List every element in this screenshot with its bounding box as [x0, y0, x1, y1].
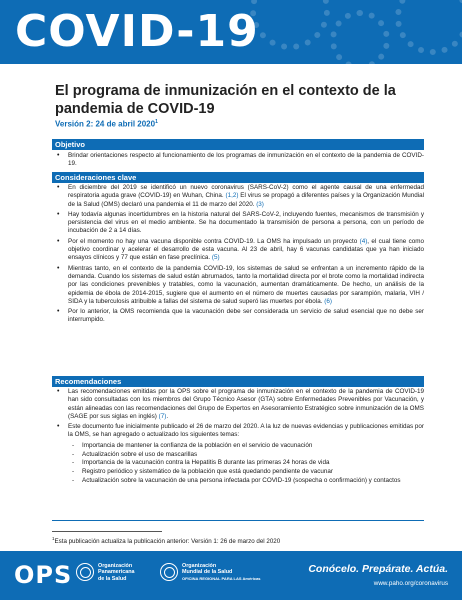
sub-list-item: - Importancia de la vacunación contra la Hepatitis B durante las primeras 24 horas de vida: [52, 459, 424, 467]
who-emblem-icon: [160, 563, 178, 581]
reference-link[interactable]: (3): [256, 200, 264, 208]
item-text: , el cual tiene como objetivo coordinar y acelerar el desarrollo de esta vacuna. Al 23 de abril, hay 6 vacunas candidatas que ya han iniciado ensayos clínicos y 77 que están en fase preclínica.: [68, 237, 424, 262]
covid-banner: [0, 0, 462, 64]
virus-pattern-decoration: [250, 0, 330, 50]
org-name-line: de la Salud: [98, 575, 127, 582]
document-title: El programa de inmunización en el contexto de la pandemia de COVID-19: [55, 83, 396, 117]
ops-logo: OPS: [14, 561, 73, 589]
list-item: [52, 308, 424, 325]
item-text: Por el momento no hay una vacuna disponible contra COVID-19. La OMS ha impulsado un proyecto: [68, 237, 358, 245]
footnote-rule: [52, 531, 162, 532]
virus-pattern-decoration: [395, 0, 462, 55]
objetivo-list: [52, 152, 424, 171]
org-name-line: Mundial de la Salud: [182, 569, 233, 576]
section-divider: [52, 520, 424, 521]
reference-link[interactable]: (6): [324, 297, 332, 305]
list-item: • Las recomendaciones emitidas por la OPS sobre el programa de inmunización en el contexto de la pandemia de COVID-19 han sido consultadas con los miembros del Grupo Técnico Asesor (GTA) sobre Enfermedades Prevenibles por Vacunación, y están alineadas con las recomendaciones del Grupo de Expertos en Asesoramiento Estratégico sobre inmunización de la OMS (SAGE por sus siglas en inglés) (7).: [52, 388, 424, 421]
org-name-line: Organización: [98, 563, 133, 569]
footnote-text: Esta publicación actualiza la publicación anterior: Versión 1: 26 de marzo del 2020: [54, 538, 281, 546]
sub-list-item: - Importancia de mantener la confianza de la población en el servicio de vacunación: [52, 442, 424, 450]
slogan: Conócelo. Prepárate. Actúa.: [308, 563, 448, 575]
reference-link[interactable]: (1,2): [225, 192, 239, 200]
section-heading-recomendaciones: Recomendaciones: [52, 376, 424, 387]
document-version: [55, 119, 158, 129]
section-heading-consideraciones: Consideraciones clave: [52, 172, 424, 183]
list-item: [52, 238, 424, 263]
section-heading-objetivo: Objetivo: [52, 139, 424, 150]
item-text: Hay todavía algunas incertidumbres en la historia natural del SARS-CoV-2, incluyendo fuentes, mecanismos de transmisión y persistencia del virus en el medio ambiente. Se ha documentado la transmisión de persona a persona, con un período de incubación de 2 a 14 días.: [68, 210, 424, 235]
paho-name: [98, 563, 135, 582]
item-text: Las recomendaciones emitidas por la OPS sobre el programa de inmunización en el contexto de la pandemia de COVID-19 han sido consultadas con los miembros del Grupo Técnico Asesor (GTA) sobre Enfermedades Prevenibles por Vacunación, y están alineadas con las recomendaciones del Grupo de Expertos en Asesoramiento Estratégico sobre inmunización de la OMS (SAGE por sus siglas en inglés): [68, 388, 424, 420]
version-text: Versión 2: 24 de abril 2020: [55, 119, 156, 129]
footer: [0, 551, 462, 600]
list-item: [52, 265, 424, 306]
item-text: El virus se propagó a diferentes países y la Organización Mundial de la Salud (OMS) declaró una pandemia el 11 de marzo del 2020.: [68, 192, 425, 208]
reference-link[interactable]: (7): [158, 412, 167, 420]
sub-list-item: - Actualización sobre la vacunación de una persona infectada por COVID-19 (sospecha o confirmación) y contactos: [52, 477, 424, 485]
item-text: Mientras tanto, en el contexto de la pandemia COVID-19, los sistemas de salud se enfrentan a un incremento rápido de la demanda. Cuando los sistemas de salud están abrumados, tanto la mortalidad directa por el brote como la mortalidad indirecta por las condiciones prevenibles y tratables, como la vacunación, aumentan dramáticamente. De hecho, un análisis de la epidemia de ébola de 2014-2015, sugiere que el aumento en el número de muertes causadas por sarampión, malaria, VIH / SIDA y la tuberculosis atribuible a fallas del sistema de salud superó las muertes por ébola.: [68, 264, 424, 305]
item-text: Por lo anterior, la OMS recomienda que la vacunación debe ser considerada un servicio de salud esencial que no debe ser interrumpido.: [68, 308, 424, 324]
website-link[interactable]: www.paho.org/coronavirus: [373, 580, 448, 587]
list-item: • Este documento fue inicialmente publicado el 26 de marzo del 2020. A la luz de nuevas evidencias y publicaciones emitidas por la OMS, se han agregado o actualizado los siguientes temas:: [52, 423, 424, 440]
item-text: En diciembre del 2019 se identificó un nuevo coronavirus (SARS-CoV-2) como el agente causal de una enfermedad respiratoria aguda grave (COVID-19) en Wuhan, China.: [68, 184, 424, 200]
reference-link[interactable]: (5): [211, 254, 220, 262]
footnote: [52, 536, 280, 545]
consideraciones-list: [52, 184, 424, 327]
list-item: [52, 211, 424, 236]
list-item: [52, 184, 424, 209]
sub-list-item: - Actualización sobre el uso de mascarillas: [52, 451, 424, 459]
virus-pattern-decoration: [330, 10, 390, 64]
reference-link[interactable]: (4): [359, 237, 368, 245]
list-item: • Brindar orientaciones respecto al funcionamiento de los programas de inmunización en el contexto de la pandemia de COVID-19.: [52, 152, 424, 169]
who-name: [182, 563, 261, 582]
paho-emblem-icon: [76, 563, 94, 581]
banner-title: COVID-19: [15, 6, 259, 57]
org-name-line: OFICINA REGIONAL PARA LAS Américas: [182, 575, 261, 581]
org-name-line: Organización: [182, 563, 217, 569]
recomendaciones-list: [52, 388, 424, 486]
footnote-mark: 1: [155, 119, 158, 125]
sub-list-item: - Registro periódico y sistemático de la población que está quedando pendiente de vacunar: [52, 468, 424, 476]
footnote-mark: 1: [52, 536, 55, 541]
org-name-line: Panamericana: [98, 569, 135, 576]
